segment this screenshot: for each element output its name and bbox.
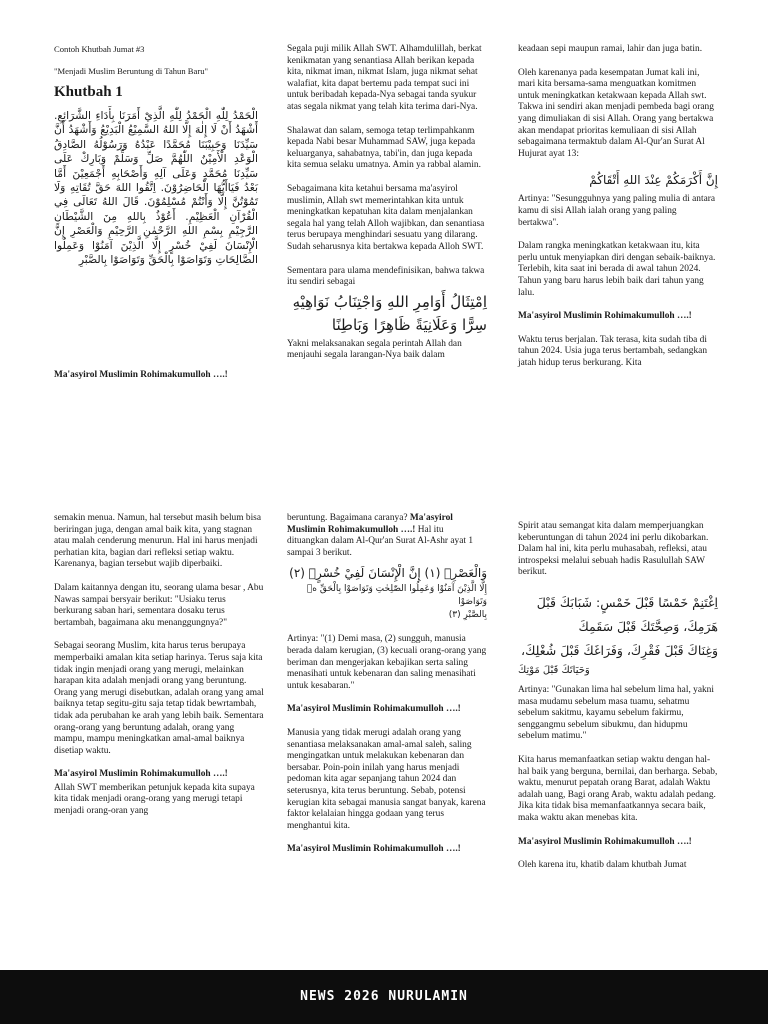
paragraph: Waktu terus berjalan. Tak terasa, kita sudah tiba di tahun 2024. Usia juga terus bertambah, sedangkan jatah hidup terus berkurang. Kita <box>518 334 708 368</box>
paragraph <box>287 513 487 559</box>
salutation-heading: Ma'asyirol Muslimin Rohimakumulloh ….! <box>54 769 228 780</box>
paragraph: Oleh karenanya pada kesempatan Jumat kali ini, mari kita bersama-sama menguatkan komitmen untuk meningkatkan ketakwaan kepada Allah swt. Takwa ini sendiri akan menjadi pembeda bagi orang yang dimuliakan di sisi Allah. Orang yang bertakwa akan mendapat prioritas kemuliaan di sisi Allah sebagaimana termaktub dalam Al-Qur'an Surat Al Hujurat ayat 13: <box>518 67 714 159</box>
salutation-heading: Ma'asyirol Muslimin Rohimakumulloh ….! <box>518 836 692 847</box>
paragraph: Yakni melaksanakan segala perintah Allah dan menjauhi segala larangan-Nya baik dalam <box>287 338 462 361</box>
arabic-hadith: وَحَيَاتَكَ قَبْلَ مَوْتِكَ <box>518 664 590 676</box>
paragraph: Sebagaimana kita ketahui bersama ma'asyirol muslimin, Allah swt memerintahkan kita untuk meningkatkan kepatuhan kita dalam menjalankan segala hal yang telah Alloh wajibkan, dan senantiasa terus berupaya menghindari sesuatu yang dilarang. Sudah seharusnya kita bertakwa kepada Alloh SWT. <box>287 183 485 252</box>
column-3-top <box>518 44 718 381</box>
arabic-verse: وَالْعَصْرِۙ (١) إِنَّ الْإِنْسَانَ لَفِيْ خُسْرٍۙ (٢) <box>289 566 487 581</box>
salutation-heading: Ma'asyirol Muslimin Rohimakumulloh ….! <box>518 311 692 322</box>
paragraph: Dalam rangka meningkatkan ketakwaan itu, kita perlu untuk menyiapkan diri dengan sebaik-baiknya. Terlebih, kita saat ini berada di awal tahun 2024. Tahun yang baru harus lebih baik dari tahun yang lalu. <box>518 241 716 298</box>
arabic-verse: إِنَّ أَكْرَمَكُمْ عِنْدَ اللهِ أَتْقَاكُمْ <box>589 173 718 188</box>
paragraph: Manusia yang tidak merugi adalah orang yang senantiasa melaksanakan amal-amal saleh, saling mengingatkan untuk melakukan kebenaran dan bersabar. Poin-poin inilah yang harus menjadi pedoman kita agar sepanjang tahun 2024 dan seterusnya, kita terus beruntung. Sebab, potensi kerugian kita sebagai manusia sangat banyak, karena faktor kelalaian hingga godaan yang terus menghantui kita. <box>287 727 486 831</box>
paragraph: Segala puji milik Allah SWT. Alhamdulillah, berkat kenikmatan yang senantiasa Allah berikan kepada kita, nikmat iman, nikmat Islam, juga nikmat sehat walafiat, kita dapat bertemu pada tempat suci ini untuk beribadah kepada-Nya sebagai tanda syukur atas segala nikmat yang telah kita terima dari-Nya. <box>287 44 482 112</box>
arabic-hadith: اِغْتَنِمْ خَمْسًا قَبْلَ خَمْسٍ: شَبَابَكَ قَبْلَ هَرَمِكَ، وَصِحَّتَكَ قَبْلَ سَقَمِكَ <box>536 594 718 634</box>
paragraph-text: Hal itu dituangkan dalam Al-Qur'an Surat Al-Ashr ayat 1 sampai 3 berikut. <box>287 524 474 558</box>
khutbah-title: Khutbah 1 <box>54 84 123 100</box>
paragraph: Sementara para ulama mendefinisikan, bahwa takwa itu sendiri sebagai <box>287 265 485 288</box>
column-6-bottom <box>518 521 718 884</box>
paragraph: Kita harus memanfaatkan setiap waktu dengan hal-hal baik yang berguna, bernilai, dan berharga. Sebab, waktu, menurut pepatah orang Barat, adalah Waktu adalah uang, Bagi orang Arab, waktu adalah pedang. Jika kita tidak bisa memanfaatkannya secara baik, maka waktu akan menebas kita. <box>518 754 718 823</box>
arabic-verse: اِمْتِثَالُ أَوَامِرِ اللهِ وَاجْتِنَابُ نَوَاهِيْهِ <box>292 292 487 311</box>
opening-arabic-text: الْحَمْدُ لِلّٰهِ الْحَمْدُ لِلّٰهِ الَّذِيْ أَمَرَنَا بِأَدَاءِ الشَّرَائِعِ. أَشْهَدُ أَنْ لَا إِلٰهَ إِلَّا اللهُ السَّمِيْعُ الْبَدِيْعُ وَأَشْهَدُ أَنَّ سَيِّدَنَا وَحَبِيْبَنَا مُحَمَّدًا عَبْدُهُ وَرَسُوْلُهُ الصَّادِقُ الْوَعْدِ الْأَمِيْنُ اللّٰهُمَّ صَلِّ وَسَلِّمْ وَبَارِكْ عَلَى سَيِّدِنَا مُحَمَّدٍ وَعَلَى آلِهِ وَأَصْحَابِهِ أَجْمَعِيْنَ أَمَّا بَعْدُ فَيَاأَيُّهَا الْحَاضِرُوْنَ. اِتَّقُوا اللهَ حَقَّ تُقَاتِهِ وَلَا تَمُوْتُنَّ إِلَّا وَأَنْتُمْ مُسْلِمُوْنَ. قَالَ اللهُ تَعَالَى فِي الْقُرْآنِ الْعَظِيْمِ. أَعُوْذُ بِاللهِ مِنَ الشَّيْطَانِ الرَّجِيْمِ بِسْمِ اللهِ الرَّحْمٰنِ الرَّحِيْمِ وَالْعَصْرِ إِنَّ الْإِنْسَانَ لَفِيْ خُسْرٍ إِلَّا الَّذِيْنَ آمَنُوْا وَعَمِلُوا الصَّالِحَاتِ وَتَوَاصَوْا بِالْحَقِّ وَتَوَاصَوْا بِالصَّبْرِ <box>54 109 258 267</box>
document-subtitle: "Menjadi Muslim Beruntung di Tahun Baru" <box>54 66 209 76</box>
column-4-bottom <box>54 513 264 830</box>
paragraph: Sebagai seorang Muslim, kita harus terus berupaya memperbaiki amalan kita setiap harinya. Terus saja kita tidak ingin menjadi orang yang merugi, melainkan harapan kita adalah menjadi orang yang beruntung. Orang yang merugi disebutkan, adalah orang yang amal baiknya tetap segitu-gitu saja tetap tidak bewrtambah, tidak ada perubahan ke arah yang lebih baik. Sementara orang-orang yang beruntung adalah, orang yang mampu, mampu meningkatkan amal-amal baiknya disetiap waktu. <box>54 641 264 756</box>
paragraph: Dalam kaitannya dengan itu, seorang ulama besar , Abu Nawas sampai bersyair berikut: "Usiaku terus berkurang saban hari, sementara dosaku terus bertambah, bagaimana aku menanggungnya?" <box>54 582 264 628</box>
salutation-heading: Ma'asyirol Muslimin Rohimakumulloh ….! <box>287 844 461 855</box>
paragraph: Oleh karena itu, khatib dalam khutbah Jumat <box>518 860 687 871</box>
paragraph: Shalawat dan salam, semoga tetap terlimpahkanm kepada Nabi besar Muhammad SAW, juga kepada keluarganya, sahabatnya, tabi'in, dan juga kepada kita semua selaku umatnya. Amin ya rabbal alamin. <box>287 125 481 171</box>
salutation-heading: Ma'asyirol Muslimin Rohimakumulloh ….! <box>287 704 461 715</box>
arabic-verse: إِلَّا الَّذِيْنَ آمَنُوْا وَعَمِلُوا الصّٰلِحٰتِ وَتَوَاصَوْا بِالْحَقِّ ەۙ وَتَوَاصَوْا <box>306 584 487 608</box>
paragraph: Artinya: "Sesungguhnya yang paling mulia di antara kamu di sisi Allah ialah orang yang paling bertakwa". <box>518 194 716 228</box>
paragraph: Artinya: "Gunakan lima hal sebelum lima hal, yakni masa mudamu sebelum masa tuamu, sehatmu sebelum sakitmu, kayamu sebelum fakirmu, senggangmu sebelum sibukmu, dan hidupmu sebelum matimu." <box>518 684 714 742</box>
footer-banner: NEWS 2026 NURULAMIN <box>0 970 768 1024</box>
column-1-top <box>54 44 258 267</box>
paragraph: keadaan sepi maupun ramai, lahir dan juga batin. <box>518 44 703 54</box>
paragraph: Spirit atau semangat kita dalam memperjuangkan keberuntungan di tahun 2024 ini perlu dikobarkan. Dalam hal ini, kita perlu muhasabah, refleksi, atau introspeksi melalui sebuah hadis Rasulullah SAW berikut. <box>518 521 709 578</box>
inline-salutation: Ma'asyirol Muslimin Rohimakumulloh ….! <box>287 513 453 535</box>
column-5-bottom <box>287 513 487 868</box>
arabic-verse: سِرًّا وَعَلَانِيَةً ظَاهِرًا وَبَاطِنًا <box>331 315 487 334</box>
paragraph-text: beruntung. Bagaimana caranya? <box>287 513 408 523</box>
paragraph: Allah SWT memberikan petunjuk kepada kita supaya kita tidak menjadi orang-orang yang merugi tetapi menjadi orang-oran yang <box>54 782 255 817</box>
arabic-verse: بِالصَّبْرِ (٣) <box>448 610 487 621</box>
column-2-top <box>287 44 487 374</box>
document-header: Contoh Khutbah Jumat #3 <box>54 44 145 54</box>
arabic-hadith: وَغِنَاكَ قَبْلَ فَقْرِكَ، وَفَرَاغَكَ قَبْلَ شُغْلِكَ، <box>521 642 718 658</box>
paragraph: semakin menua. Namun, hal tersebut masih belum bisa beriringan juga, dengan amal baik kita, yang stagnan atau malah cenderung menurun. Hal ini harus menjadi perhatian kita, bagian dari refleksi setiap waktu. Karenanya, bagian tersebut wajib diperbaiki. <box>54 513 261 570</box>
paragraph: Artinya: "(1) Demi masa, (2) sungguh, manusia berada dalam kerugian, (3) kecuali orang-orang yang beriman dan mengerjakan kebajikan serta saling menasihati untuk kebenaran dan saling menasihati untuk kesabaran." <box>287 634 487 691</box>
salutation-heading: Ma'asyirol Muslimin Rohimakumulloh ….! <box>54 370 228 380</box>
